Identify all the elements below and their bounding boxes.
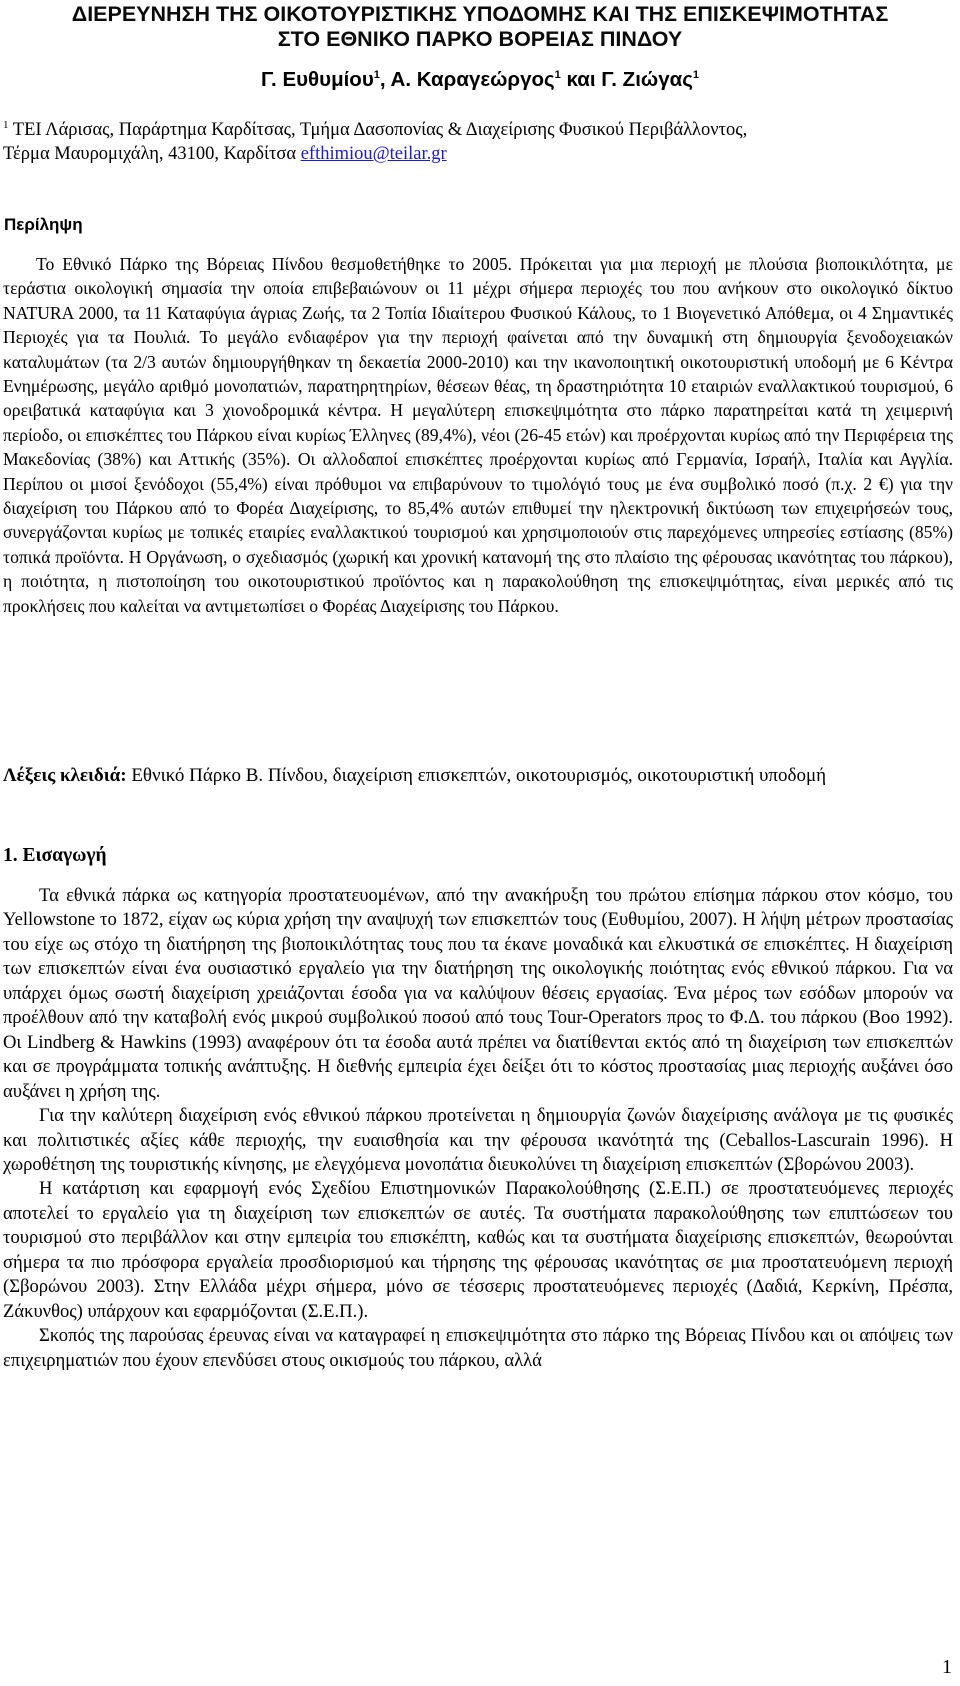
affiliation-line-1 [3, 118, 953, 142]
author-1-affiliation-mark: 1 [373, 69, 380, 82]
affiliation-address: Τέρμα Μαυρομιχάλη, 43100, Καρδίτσα [3, 144, 301, 164]
introduction-body [3, 884, 953, 1373]
abstract-text: Το Εθνικό Πάρκο της Βόρειας Πίνδου θεσμοθετήθηκε το 2005. Πρόκειται για μια περιοχή με πλούσια βιοποικιλότητα, με τεράστια οικολογική σημασία την οποία επιβεβαιώνουν οι 11 μέχρι σήμερα περιοχές του που ανήκουν στο οικολογικό δίκτυο NATURA 2000, τα 11 Καταφύγια άγριας Ζωής, τα 2 Τοπία Ιδιαίτερου Φυσικού Κάλους, το 1 Βιογενετικό Απόθεμα, οι 4 Σημαντικές Περιοχές για τα Πουλιά. Το μεγάλο ενδιαφέρον για την περιοχή φαίνεται από την δυναμική στη δημιουργία ξενοδοχειακών καταλυμάτων (τα 2/3 αυτών δημιουργήθηκαν τη δεκαετία 2000-2010) και την ικανοποιητική οικοτουριστική υποδομή με 6 Κέντρα Ενημέρωσης, μεγάλο αριθμό μονοπατιών, παρατηρητηρίων, θέσεων θέας, τη δραστηριότητα 10 εταιριών εναλλακτικού τουρισμού, 6 ορειβατικά καταφύγια και 3 χιονοδρομικά κέντρα. Η μεγαλύτερη επισκεψιμότητα στο πάρκο παρατηρείται κατά τη χειμερινή περίοδο, οι επισκέπτες του Πάρκου είναι κυρίως Έλληνες (89,4%), νέοι (26-45 ετών) και προέρχονται κυρίως από την Περιφέρεια της Μακεδονίας (38%) και Αττικής (35%). Οι αλλοδαποί επισκέπτες προέρχονται κυρίως από Γερμανία, Ισραήλ, Ιταλία και Αγγλία. Περίπου οι μισοί ξενόδοχοι (55,4%) είναι πρόθυμοι να επιβαρύνουν το τιμολόγιό τους με ένα συμβολικό ποσό (π.χ. 2 €) για την διαχείριση του Πάρκου από το Φορέα Διαχείρισης, το 85,4% αυτών επιθυμεί την ηλεκτρονική δικτύωση των επιχειρήσεών τους, συνεργάζονται κυρίως με τοπικές εταιρίες εναλλακτικού τουρισμού και χρησιμοποιούν στις παρεχόμενες υπηρεσίες εστίασης (85%) τοπικά προϊόντα. Η Οργάνωση, ο σχεδιασμός (χωρική και χρονική κατανομή της στο πλαίσιο της φέρουσας ικανότητας του πάρκου), η ποιότητα, η πιστοποίηση του οικοτουριστικού προϊόντος και η παρακολούθηση της επισκεψιμότητας, είναι μερικές από τις προκλήσεις που καλείται να αντιμετωπίσει ο Φορέας Διαχείρισης του Πάρκου. [3, 254, 953, 616]
affiliation-mark: 1 [3, 118, 9, 131]
author-3-affiliation-mark: 1 [692, 69, 700, 82]
author-2-affiliation-mark: 1 [554, 69, 561, 82]
keywords [3, 764, 953, 789]
intro-paragraph-3: Η κατάρτιση και εφαρμογή ενός Σχεδίου Επιστημονικών Παρακολούθησης (Σ.Ε.Π.) σε προστατευόμενες περιοχές αποτελεί το εργαλείο για τη διαχείριση των επισκεπτών σε αυτές. Τα συστήματα παρακολούθησης των επιπτώσεων του τουρισμού στο περιβάλλον και στην εμπειρία του επισκέπτη, καθώς και τα συστήματα διαχείρισης επισκεπτών, θεωρούνται σήμερα τα πιο πρόσφορα εργαλεία προσδιορισμού και τήρησης της φέρουσας ικανότητας σε μια προστατευόμενη περιοχή (Σβορώνου 2003). Στην Ελλάδα μέχρι σήμερα, μόνο σε τέσσερις προστατευόμενες περιοχές (Δαδιά, Κερκίνη, Πρέσπα, Ζάκυνθος) υπάρχουν και εφαρμόζονται (Σ.Ε.Π.). [3, 1178, 953, 1322]
abstract-heading: Περίληψη [4, 215, 83, 234]
page-number: 1 [942, 1656, 952, 1678]
affiliation [3, 118, 953, 166]
paper-title-line-2: ΣΤΟ ΕΘΝΙΚΟ ΠΑΡΚΟ ΒΟΡΕΙΑΣ ΠΙΝΔΟΥ [277, 27, 683, 51]
affiliation-line-2 [3, 142, 953, 166]
email-link[interactable]: efthimiou@teilar.gr [300, 144, 447, 164]
affiliation-institution: ΤΕΙ Λάρισας, Παράρτημα Καρδίτσας, Τμήμα Δασοπονίας & Διαχείρισης Φυσικού Περιβάλλοντος, [8, 120, 748, 140]
author-2: , Α. Καραγεώργος [379, 68, 555, 91]
author-list [0, 67, 960, 93]
paper-title-line-1: ΔΙΕΡΕΥΝΗΣΗ ΤΗΣ ΟΙΚΟΤΟΥΡΙΣΤΙΚΗΣ ΥΠΟΔΟΜΗΣ ΚΑΙ ΤΗΣ ΕΠΙΣΚΕΨΙΜΟΤΗΤΑΣ [71, 2, 889, 26]
intro-paragraph-4: Σκοπός της παρούσας έρευνας είναι να καταγραφεί η επισκεψιμότητα στο πάρκο της Βόρειας Πίνδου και οι απόψεις των επιχειρηματιών που έχουν επενδύσει στους οικισμούς του πάρκου, αλλά [3, 1325, 953, 1371]
keywords-label: Λέξεις κλειδιά: [3, 765, 127, 786]
intro-paragraph-1: Τα εθνικά πάρκα ως κατηγορία προστατευομένων, από την ανακήρυξη του πρώτου επίσημα πάρκου στον κόσμο, του Yellowstone το 1872, είχαν ως κύρια χρήση την αναψυχή των επισκεπτών τους (Ευθυμίου, 2007). Η λήψη μέτρων προστασίας του είχε ως στόχο τη διατήρηση της βιοποικιλότητας τους που τα έκανε μοναδικά και ελκυστικά σε επισκέπτες. Η διαχείριση των επισκεπτών είναι ένα ουσιαστικό εργαλείο για την διατήρηση της οικολογικής ποιότητας ενός εθνικού πάρκου. Για να υπάρχει όμως σωστή διαχείριση χρειάζονται έσοδα για να καλύψουν θέσεις εργασίας. Ένα μέρος των εσόδων μπορούν να προέλθουν από την καταβολή ενός μικρού συμβολικού ποσού από τους Tour-Operators προς το Φ.Δ. του πάρκου (Boo 1992). Οι Lindberg & Hawkins (1993) αναφέρουν ότι τα έσοδα αυτά πρέπει να διατίθενται εκτός από τη διαχείριση των επισκεπτών και σε προγράμματα τοπικής ανάπτυξης. Η διεθνής εμπειρία έχει δείξει ότι το κόστος προστασίας μιας περιοχής αυξάνει όσο αυξάνει η χρήση της. [3, 885, 953, 1102]
author-3: και Γ. Ζιώγας [560, 68, 693, 91]
author-1: Γ. Ευθυμίου [260, 68, 374, 91]
intro-paragraph-2: Για την καλύτερη διαχείριση ενός εθνικού πάρκου προτείνεται η δημιουργία ζωνών διαχείρισης ανάλογα με τις φυσικές και πολιτιστικές αξίες κάθε περιοχής, την ευαισθησία και την φέρουσα ικανότητά της (Ceballos-Lascurain 1996). Η χωροθέτηση της τουριστικής κίνησης, με ελεγχόμενα μονοπάτια διευκολύνει τη διαχείριση επισκεπτών (Σβορώνου 2003). [3, 1105, 953, 1175]
section-heading-introduction: 1. Εισαγωγή [3, 845, 107, 866]
keywords-text: Εθνικό Πάρκο Β. Πίνδου, διαχείριση επισκεπτών, οικοτουρισμός, οικοτουριστική υποδομή [126, 765, 827, 786]
